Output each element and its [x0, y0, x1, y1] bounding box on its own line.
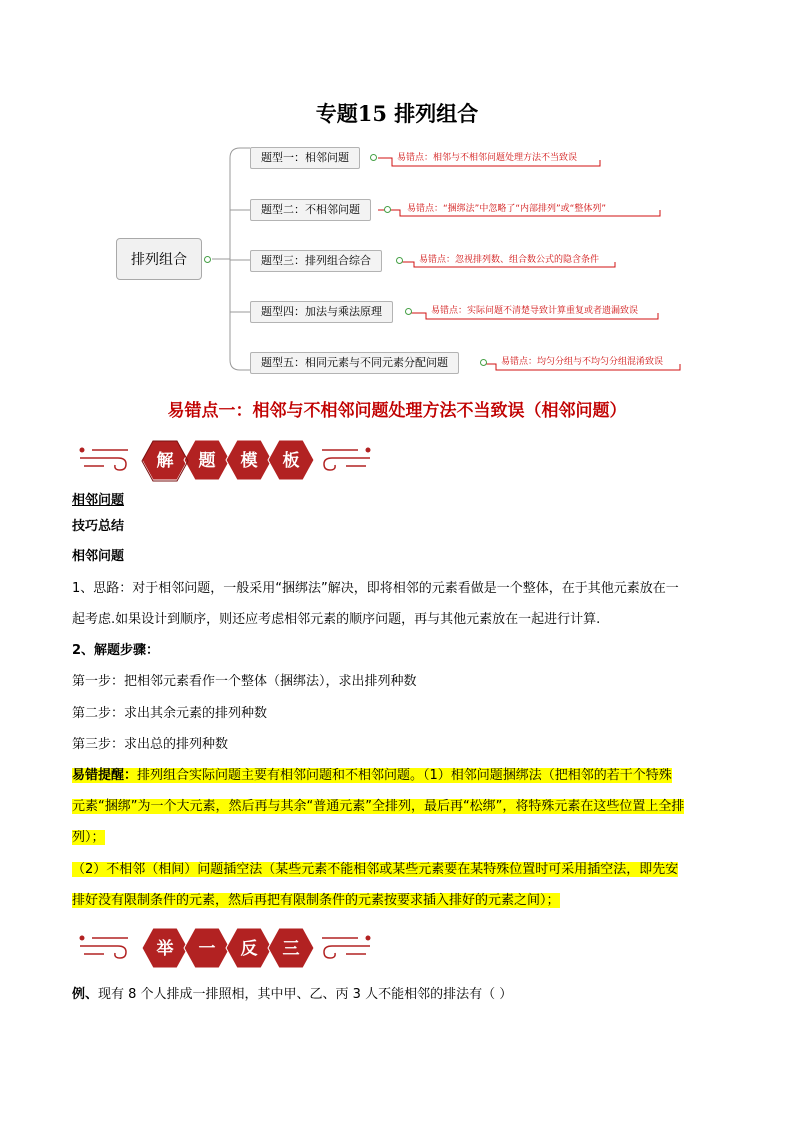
branch-type-1: 题型一：相邻问题: [250, 147, 360, 169]
collapse-knob-icon: [480, 359, 487, 366]
mind-map-root: 排列组合: [116, 238, 202, 280]
section-heading: 易错点一：相邻与不相邻问题处理方法不当致误（相邻问题）: [167, 401, 627, 421]
skills-heading: 技巧总结: [72, 519, 125, 534]
collapse-knob-icon: [405, 308, 412, 315]
warning-line: 列）；: [72, 830, 105, 845]
banner1-char-3: 模: [240, 451, 258, 471]
paragraph-line: 起考虑.如果设计到顺序，则还应考虑相邻元素的顺序问题，再与其他元素放在一起进行计算.: [72, 612, 601, 627]
warning-line: 易错提醒：排列组合实际问题主要有相邻问题和不相邻问题。（1）相邻问题捆绑法（把相邻的若干个特殊: [72, 768, 672, 783]
branch-note-1: 易错点：相邻与不相邻问题处理方法不当致误: [397, 153, 578, 163]
branch-note-5: 易错点：均匀分组与不均匀分组混淆致误: [501, 357, 664, 367]
banner1-char-2: 题: [198, 451, 216, 471]
banner1-char-4: 板: [282, 451, 300, 471]
branch-note-4: 易错点：实际问题不清楚导致计算重复或者遗漏致误: [431, 306, 639, 316]
topic-heading: 相邻问题: [72, 493, 125, 508]
branch-type-4: 题型四：加法与乘法原理: [250, 301, 393, 323]
warning-line: 排好没有限制条件的元素，然后再把有限制条件的元素按要求插入排好的元素之间）；: [72, 893, 560, 908]
banner1-char-1: 解: [156, 451, 174, 471]
banner2-char-4: 三: [282, 939, 300, 959]
branch-note-3: 易错点：忽视排列数、组合数公式的隐含条件: [419, 255, 600, 265]
mind-map-connectors: [0, 0, 794, 380]
example-question: [72, 986, 512, 1004]
step-2: 第二步：求出其余元素的排列种数: [72, 706, 268, 721]
collapse-knob-icon: [370, 154, 377, 161]
warning-line: 元素“捆绑”为一个大元素，然后再与其余“普通元素”全排列，最后再“松绑”，将特殊元素在这些位置上全排: [72, 799, 685, 814]
banner-solution-template: [74, 428, 376, 492]
collapse-knob-icon: [396, 257, 403, 264]
branch-note-2: 易错点：“捆绑法”中忽略了“内部排列”或“整体列”: [407, 204, 606, 214]
steps-heading: 2、解题步骤：: [72, 643, 160, 658]
paragraph-line: 1、思路：对于相邻问题，一般采用“捆绑法”解决，即将相邻的元素看做是一个整体，在于其他元素放在一: [72, 581, 679, 596]
sub-heading: 相邻问题: [72, 549, 125, 564]
banner-examples: [74, 916, 376, 980]
collapse-knob-icon: [204, 256, 211, 263]
banner2-char-1: 举: [156, 939, 174, 959]
warning-line: （2）不相邻（相间）问题插空法（某些元素不能相邻或某些元素要在某特殊位置时可采用插空法，即先安: [72, 862, 679, 877]
example-label: 例、: [72, 987, 99, 1002]
branch-type-2: 题型二：不相邻问题: [250, 199, 371, 221]
example-text: 现有 8 个人排成一排照相，其中甲、乙、丙 3 人不能相邻的排法有（ ）: [98, 987, 513, 1002]
step-3: 第三步：求出总的排列种数: [72, 737, 229, 752]
banner2-char-2: 一: [198, 939, 216, 959]
branch-type-3: 题型三：排列组合综合: [250, 250, 382, 272]
step-1: 第一步：把相邻元素看作一个整体（捆绑法），求出排列种数: [72, 674, 417, 689]
branch-type-5: 题型五：相同元素与不同元素分配问题: [250, 352, 459, 374]
collapse-knob-icon: [384, 206, 391, 213]
banner2-char-3: 反: [240, 939, 258, 959]
page-title: 专题15 排列组合: [315, 101, 479, 126]
warning-label: 易错提醒：: [72, 768, 138, 783]
